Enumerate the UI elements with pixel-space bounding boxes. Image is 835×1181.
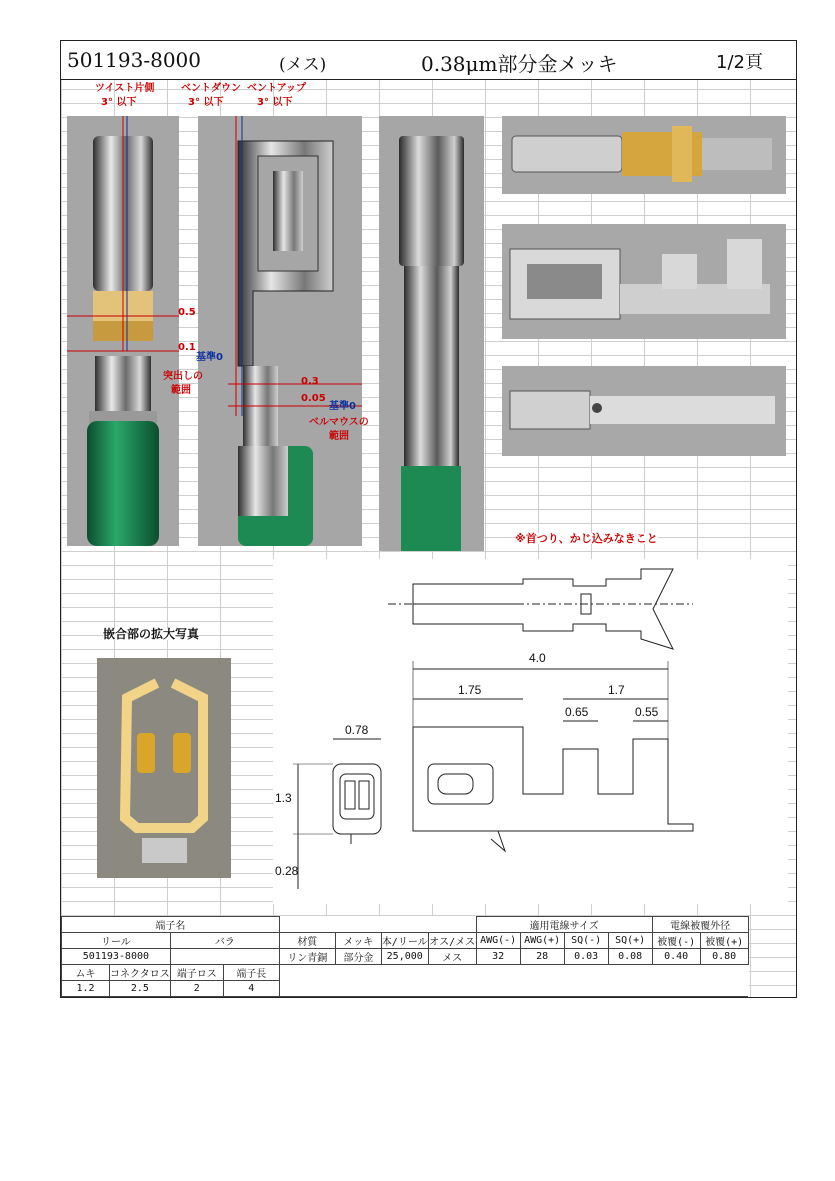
header-reel: リール [62,933,171,949]
value-insulation-max: 0.80 [700,949,748,965]
dim-1-7: 1.7 [608,683,625,697]
value-plating: 部分金 [335,949,381,965]
bend-up-label: ベントアップ [247,83,306,94]
dim-0-05: 0.05 [301,393,326,404]
photo-twist-view [67,116,179,546]
header-terminal-loss: 端子ロス [170,965,223,981]
dim-0-28: 0.28 [275,864,299,878]
header-connector-loss: コネクタロス [110,965,171,981]
dim-1-75: 1.75 [458,683,482,697]
twist-label: ツイスト片側 [95,83,155,94]
header-material: 材質 [279,933,335,949]
bend-down-label: ベントダウン [181,83,241,94]
header-terminal-name: 端子名 [62,917,280,933]
header-gender: オス/メス [428,933,476,949]
dim-1-3: 1.3 [275,791,292,805]
dim-0-1: 0.1 [178,342,196,353]
part-number: 501193-8000 [67,48,202,72]
header-awg-max: AWG(+) [520,933,564,949]
plating-title: 0.38μm部分金メッキ [421,52,618,76]
dim-0-3: 0.3 [301,376,319,387]
value-insulation-min: 0.40 [652,949,700,965]
sheet-header [61,41,796,80]
value-terminal-length: 4 [223,981,279,997]
technical-drawing [273,559,788,904]
protrusion-range-line1: 突出しの [163,371,203,382]
dim-0-78: 0.78 [345,723,369,737]
header-insulation-max: 被覆(+) [700,933,748,949]
header-awg-min: AWG(-) [476,933,520,949]
header-wire-size: 適用電線サイズ [476,917,652,933]
bend-up-angle: 3° 以下 [257,97,293,108]
value-reel: 501193-8000 [62,949,171,965]
page-number: 1/2頁 [716,52,763,73]
reference-zero-right: 基準0 [329,401,356,412]
header-insulation-min: 被覆(-) [652,933,700,949]
gender-label: (メス) [279,55,327,75]
value-terminal-loss: 2 [170,981,223,997]
reference-zero-left: 基準0 [196,352,223,363]
photo-bottom-view [502,366,786,456]
protrusion-range-line2: 範囲 [171,385,191,396]
value-gender: メス [428,949,476,965]
value-awg-min: 32 [476,949,520,965]
header-plating: メッキ [335,933,381,949]
header-sq-min: SQ(-) [564,933,608,949]
header-loose: バラ [170,933,279,949]
value-sq-max: 0.08 [608,949,652,965]
twist-angle: 3° 以下 [101,97,137,108]
note-text: ※首つり、かじ込みなきこと [515,532,658,545]
header-per-reel: 本/リール [381,933,428,949]
bend-down-angle: 3° 以下 [188,97,224,108]
value-per-reel: 25,000 [381,949,428,965]
bellmouth-range-line2: 範囲 [329,431,349,442]
dim-0-5: 0.5 [178,307,196,318]
spec-sheet [60,40,797,998]
value-loose [170,949,279,965]
dim-total-length: 4.0 [529,651,546,665]
photo-bend-view [198,116,362,546]
value-material: リン青銅 [279,949,335,965]
value-sq-min: 0.03 [564,949,608,965]
spec-table [61,916,749,997]
bellmouth-range-line1: ベルマウスの [309,417,369,428]
header-terminal-length: 端子長 [223,965,279,981]
photo-front-view [379,116,484,551]
value-connector-loss: 2.5 [110,981,171,997]
header-insulation: 電線被覆外径 [652,917,748,933]
dim-0-55: 0.55 [635,705,659,719]
photo-side-gold [502,116,786,194]
header-sq-max: SQ(+) [608,933,652,949]
photo-side-open [502,224,786,339]
value-awg-max: 28 [520,949,564,965]
value-strip: 1.2 [62,981,110,997]
photo-mating-closeup [97,658,231,878]
dim-0-65: 0.65 [565,705,589,719]
header-strip: ムキ [62,965,110,981]
closeup-title: 嵌合部の拡大写真 [103,627,200,641]
